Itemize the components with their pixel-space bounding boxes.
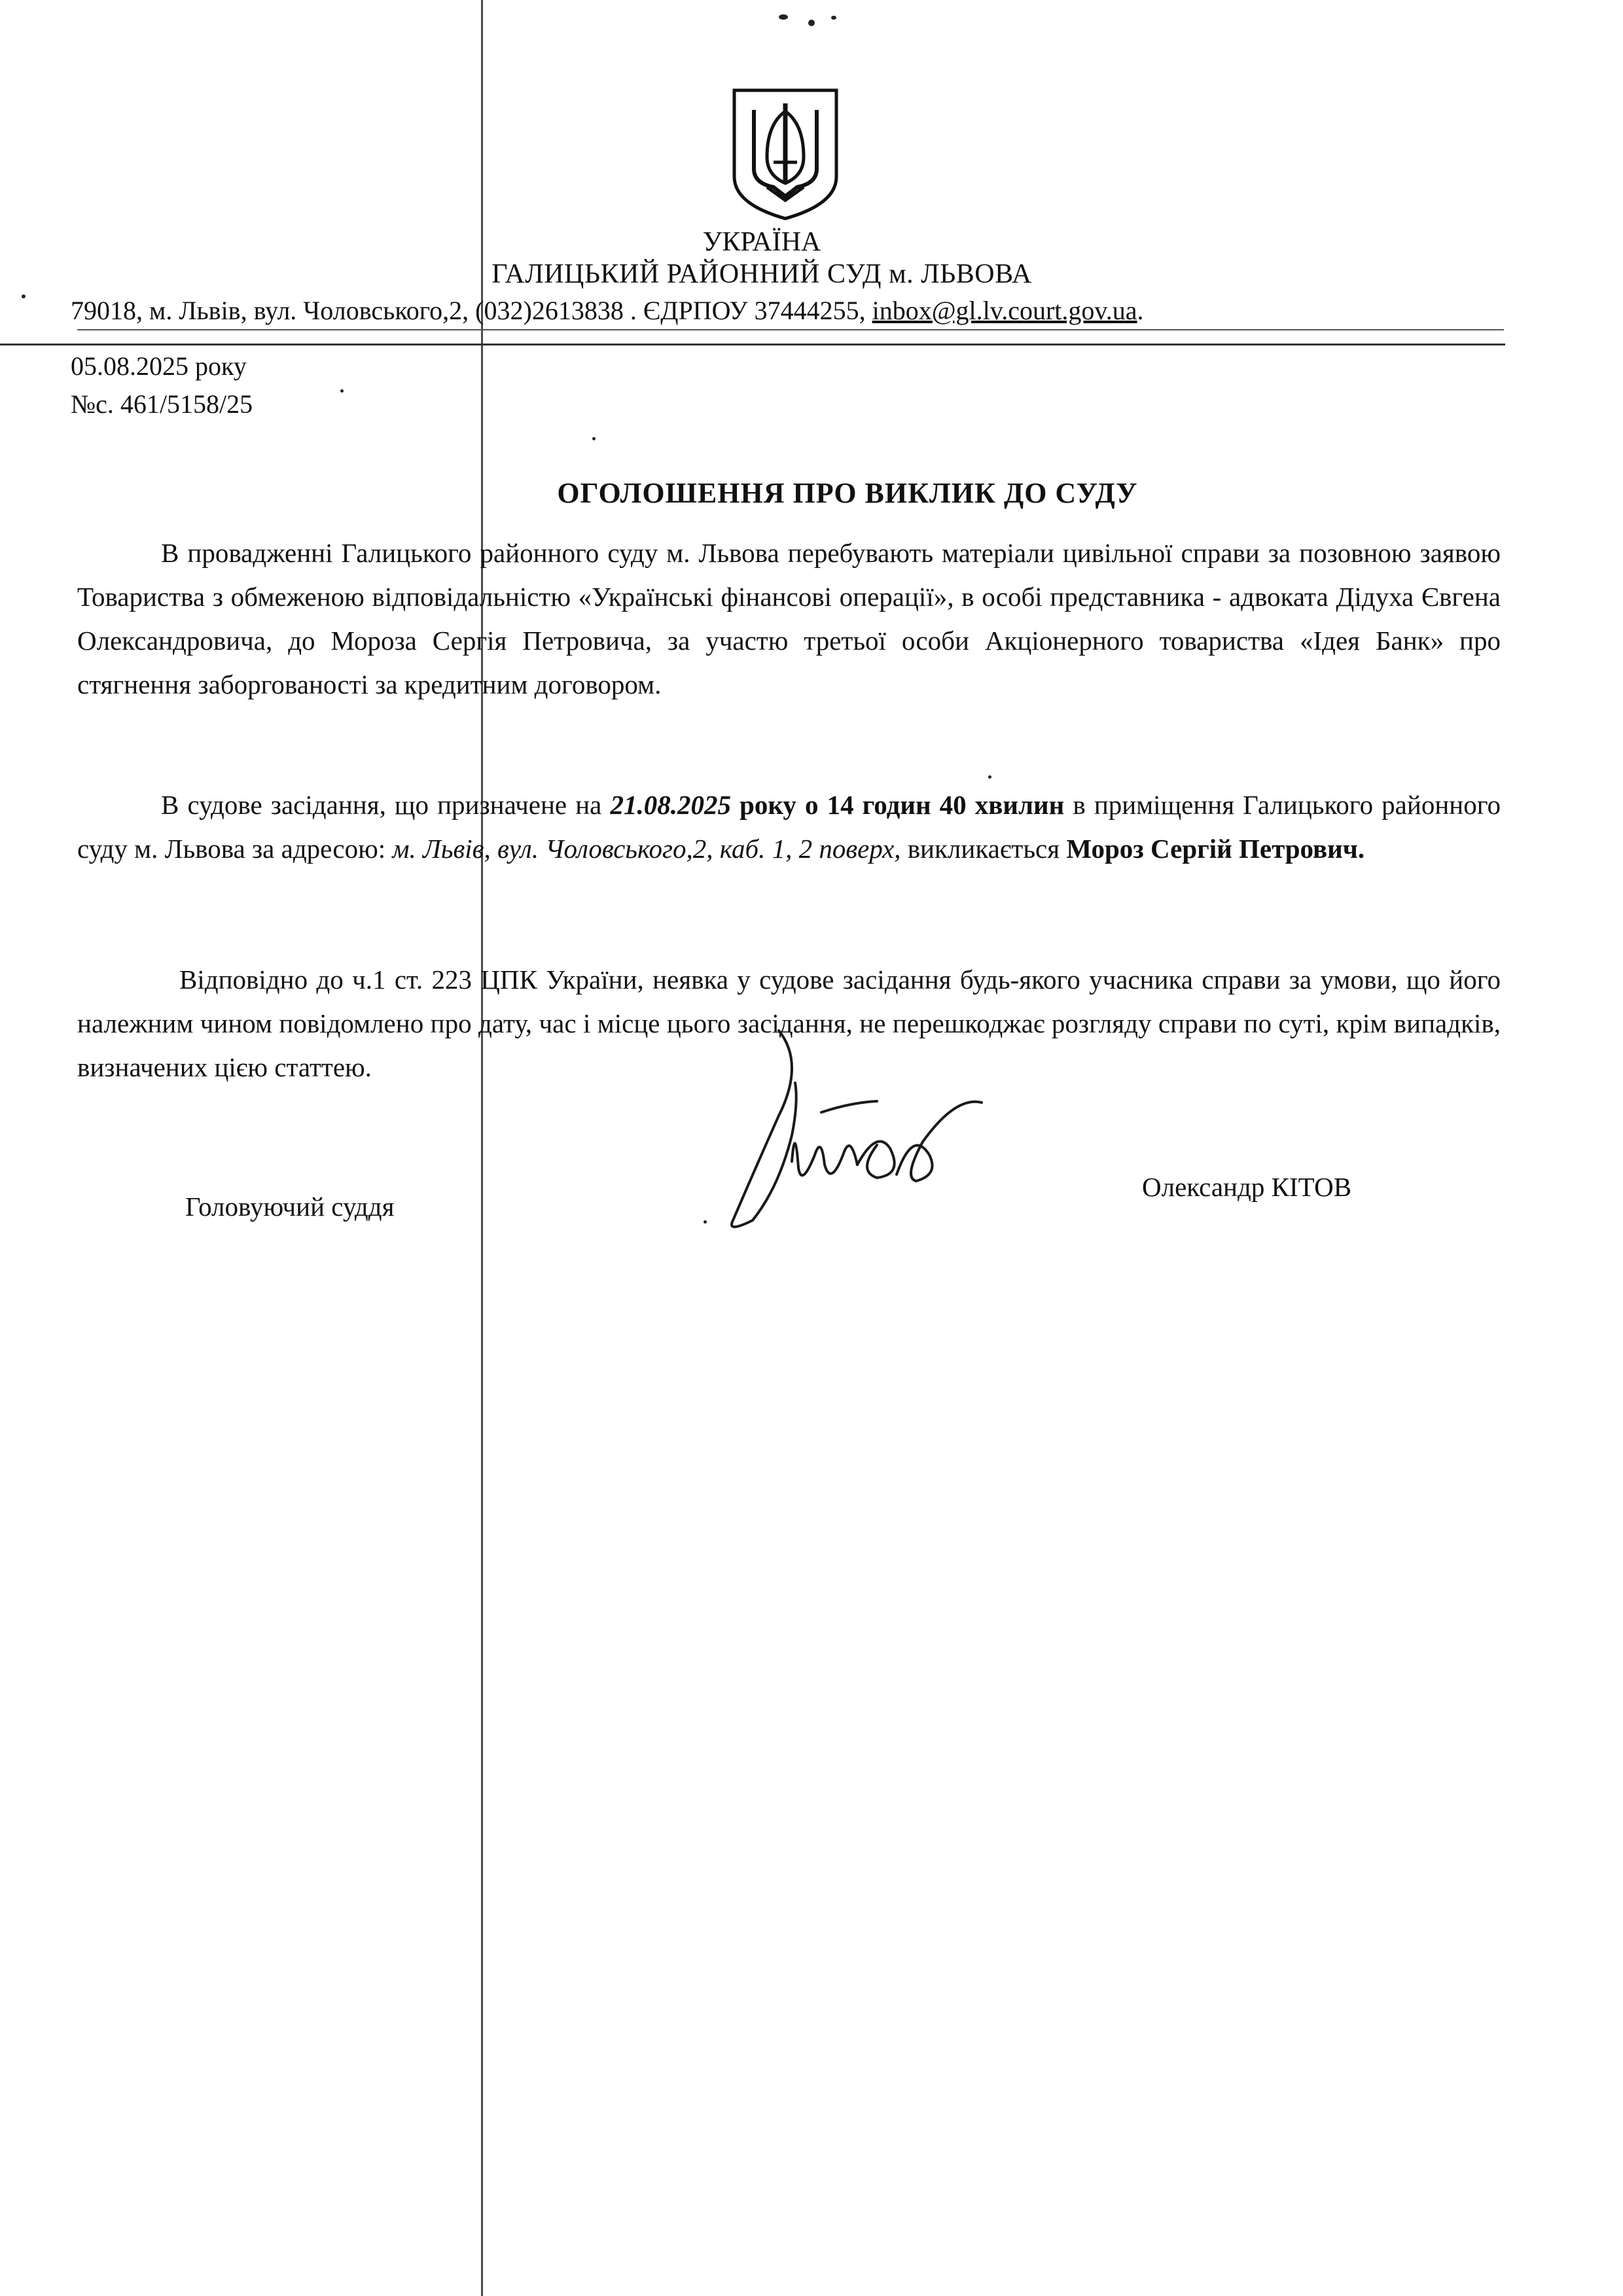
court-email: inbox@gl.lv.court.gov.ua: [872, 296, 1137, 325]
hearing-mid: в приміщення Галицького районного суду м. Львова за адресою:: [77, 790, 1501, 864]
hearing-location: м. Львів, вул. Чоловського,2, каб. 1, 2 поверх,: [392, 834, 901, 864]
document-title: ОГОЛОШЕННЯ ПРО ВИКЛИК ДО СУДУ: [557, 477, 1138, 509]
summoned-person: Мороз Сергій Петрович.: [1066, 834, 1365, 864]
case-number: №с. 461/5158/25: [71, 389, 253, 419]
scan-speck: [831, 16, 836, 20]
scan-speck: [779, 14, 788, 20]
judge-name: Олександр КІТОВ: [1142, 1172, 1352, 1202]
scan-speck: [22, 294, 26, 298]
header-underline: [77, 329, 1504, 330]
paragraph-hearing-info: [77, 783, 1501, 871]
court-name-heading: ГАЛИЦЬКИЙ РАЙОННИЙ СУД м. ЛЬВОВА: [491, 259, 1032, 289]
address-text: 79018, м. Львів, вул. Чоловського,2, (032)2613838 . ЄДРПОУ 37444255,: [71, 296, 872, 325]
hearing-lead: В судове засідання, що призначене на: [161, 790, 611, 820]
hearing-tail: викликається: [901, 834, 1067, 864]
header-divider: [0, 344, 1505, 345]
paragraph-legal-notice: Відповідно до ч.1 ст. 223 ЦПК України, неявка у судове засідання будь-якого учасника справи за умови, що його належним чином повідомлено про дату, час і місце цього засідання, не перешкоджає розгляду справи по суті, крім випадків, визначених цією статтею.: [77, 964, 1501, 1082]
hearing-time: року о 14 годин 40 хвилин: [730, 790, 1065, 820]
email-suffix: .: [1137, 296, 1144, 325]
court-address: [71, 295, 1144, 326]
paragraph-case-info: В провадженні Галицького районного суду м. Львова перебувають матеріали цивільної справи за позовною заявою Товариства з обмеженою відповідальністю «Українські фінансові операції», в особі представника - адвоката Дідуха Євгена Олександровича, до Мороза Сергія Петровича, за участю третьої особи Акціонерного товариства «Ідея Банк» про стягнення заборгованості за кредитним договором.: [77, 538, 1501, 699]
country-heading: УКРАЇНА: [702, 227, 821, 257]
scan-speck: [988, 775, 991, 779]
document-date: 05.08.2025 року: [71, 351, 247, 381]
scan-speck: [592, 437, 596, 440]
scan-speck: [808, 20, 815, 26]
handwritten-signature: [681, 1024, 995, 1240]
hearing-date: 21.08.2025: [610, 790, 731, 820]
judge-role: Головуючий суддя: [185, 1192, 395, 1222]
coat-of-arms-icon: [728, 85, 843, 222]
scan-speck: [340, 389, 344, 393]
